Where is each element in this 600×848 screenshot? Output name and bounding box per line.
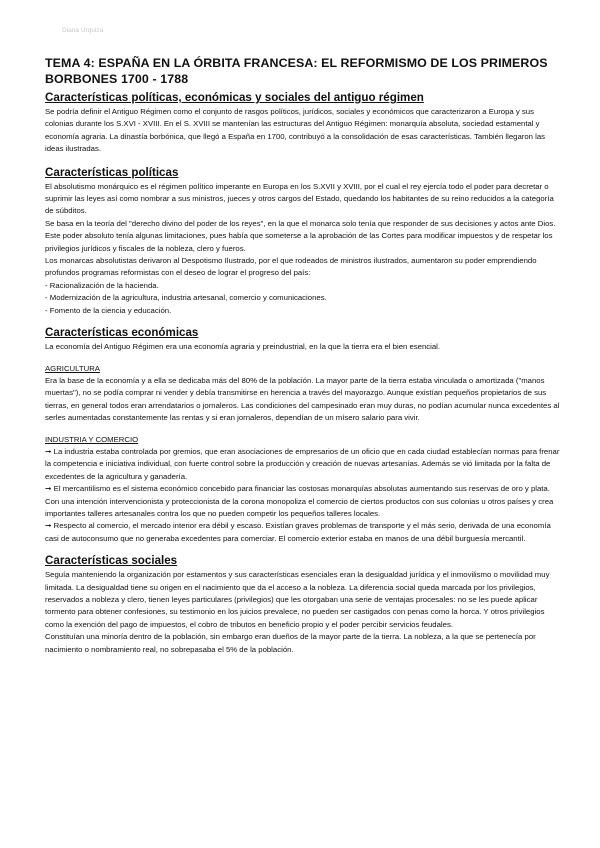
industria-paragraph-1: ➞ La industria estaba controlada por gremios, que eran asociaciones de empresarios de un oficio que en cada ciudad establecían normas para frenar la competencia e iniciativa individual, con fuerte control sobre la producción y creación de nuevas artesanías. Además se vió limitada por la falta de excedentes de la agricultura y ganadería. <box>45 446 560 481</box>
politicas-paragraph-1: El absolutismo monárquico es el régimen político imperante en Europa en los S.XVII y XVIII, por el cual el rey ejercía todo el poder para decretar o suprimir las leyes así como nombrar a sus ministros, jueces y otros cargos del Estado, quedando los habitantes de su reino reducidos a la categoría de súbditos. <box>45 181 554 216</box>
list-item: - Modernización de la agricultura, industria artesanal, comercio y comunicaciones. <box>45 293 327 303</box>
economicas-intro: La economía del Antiguo Régimen era una economía agraria y preindustrial, en la que la tierra era el bien esencial. <box>45 342 441 352</box>
subheading-industria-comercio: INDUSTRIA Y COMERCIO <box>45 434 139 444</box>
sociales-paragraph-1: Seguía manteniendo la organización por estamentos y sus características esenciales eran la desigualdad jurídica y el inmovilismo o movilidad muy limitada. La desigualdad tiene su origen en el nacimiento que da el acceso a la nobleza. La diferencia social queda marcada por los privilegios, reservados a nobleza y clero, tienen leyes particulares (privilegios) que les otorgaban una serie de ventajas procesales: no se les puede aplicar tormento para obtener confesiones, su testimonio en los juicios prevalece, no pueden ser castigados con penas como la horca. Y otros privilegios como la exención del pago de impuestos, el cobro de tributos en beneficio propio y el poder percibir servicios feudales. <box>45 570 550 629</box>
section-heading-sociales: Características sociales <box>45 554 178 568</box>
watermark: Diana Urquiza <box>62 27 104 34</box>
industria-paragraph-2: ➞ El mercantilismo es el sistema económico concebido para financiar las costosas monarquías absolutas aumentando sus reservas de oro y plata. Con una intención intervencionista y proteccionista de la corona monopoliza el comercio de ciertos productos con sus colonias u otros países y crea importantes talleres artesanales contra los que no pueden competir los pequeños talleres locales. <box>45 484 554 518</box>
agricultura-paragraph: Era la base de la economía y a ella se dedicaba más del 80% de la población. La mayor parte de la tierra estaba vinculada o amortizada ("manos muertas"), no se podía comprar ni vender y debía transmitirse en herencia a través del mayorazgo. Aunque existían pequeños propietarios de sus tierras, en general todos eran arrendatarios o jornaleros. Las condiciones del campesinado eran muy duras, no podían acumular nunca excedentes al serles aumentadas constantemente las rentas y si eran jornaleros, dependían de un mísero salario para vivir. <box>45 375 560 423</box>
intro-paragraph: Se podría definir el Antiguo Régimen como el conjunto de rasgos políticos, jurídicos, sociales y económicos que caracterizaron a Europa y sus colonias durante los S.XVI - XVIII. En el S. XVIII se mantenían las estructuras del Antiguo Régimen: monarquía absoluta, sociedad estamental y economía agraria. La dinastía borbónica, que llegó a España en 1700, contribuyó a la consolidación de esas características. También llegaron las ideas ilustradas. <box>45 107 546 154</box>
politicas-paragraph-2: Se basa en la teoría del "derecho divino del poder de los reyes", en la que el monarca solo tenía que responder de sus decisiones y actos ante Dios. Este poder absoluto tenía algunas limitaciones, pues había que someterse a la aprobación de las Cortes para modificar impuestos y de respetar los privilegios jurídicos y fiscales de la nobleza, clero y fueros. <box>45 218 556 253</box>
politicas-paragraph-3: Los monarcas absolutistas derivaron al Despotismo Ilustrado, por el que rodeados de ministros ilustrados, aumentaron su poder emprendiendo profundos programas reformistas con el deseo de lograr el progreso del país: <box>45 256 537 278</box>
section-heading-politicas: Características políticas <box>45 165 179 179</box>
sociales-paragraph-2: Constituían una minoría dentro de la población, sin embargo eran dueños de la mayor parte de la tierra. La nobleza, a la que se pertenecía por nacimiento o nombramiento real, no sobrepasaba el 5% de la población. <box>45 632 536 654</box>
list-item: - Racionalización de la hacienda. <box>45 280 159 290</box>
list-item: - Fomento de la ciencia y educación. <box>45 305 172 315</box>
subheading-agricultura: AGRICULTURA <box>45 363 100 373</box>
document-page <box>45 56 560 656</box>
section-heading-economicas: Características económicas <box>45 326 199 340</box>
section-heading-intro: Características políticas, económicas y sociales del antiguo régimen <box>45 91 424 104</box>
industria-paragraph-3: ➞ Respecto al comercio, el mercado interior era débil y escaso. Existían graves problemas de transporte y el más serio, derivada de una economía casi de autoconsumo que no generaba excedentes para comerciar. El comercio exterior estaba en manos de una débil burguesía mercantil. <box>45 521 551 543</box>
document-title: TEMA 4: ESPAÑA EN LA ÓRBITA FRANCESA: EL REFORMISMO DE LOS PRIMEROS BORBONES 1700 - 1788 <box>45 56 548 86</box>
